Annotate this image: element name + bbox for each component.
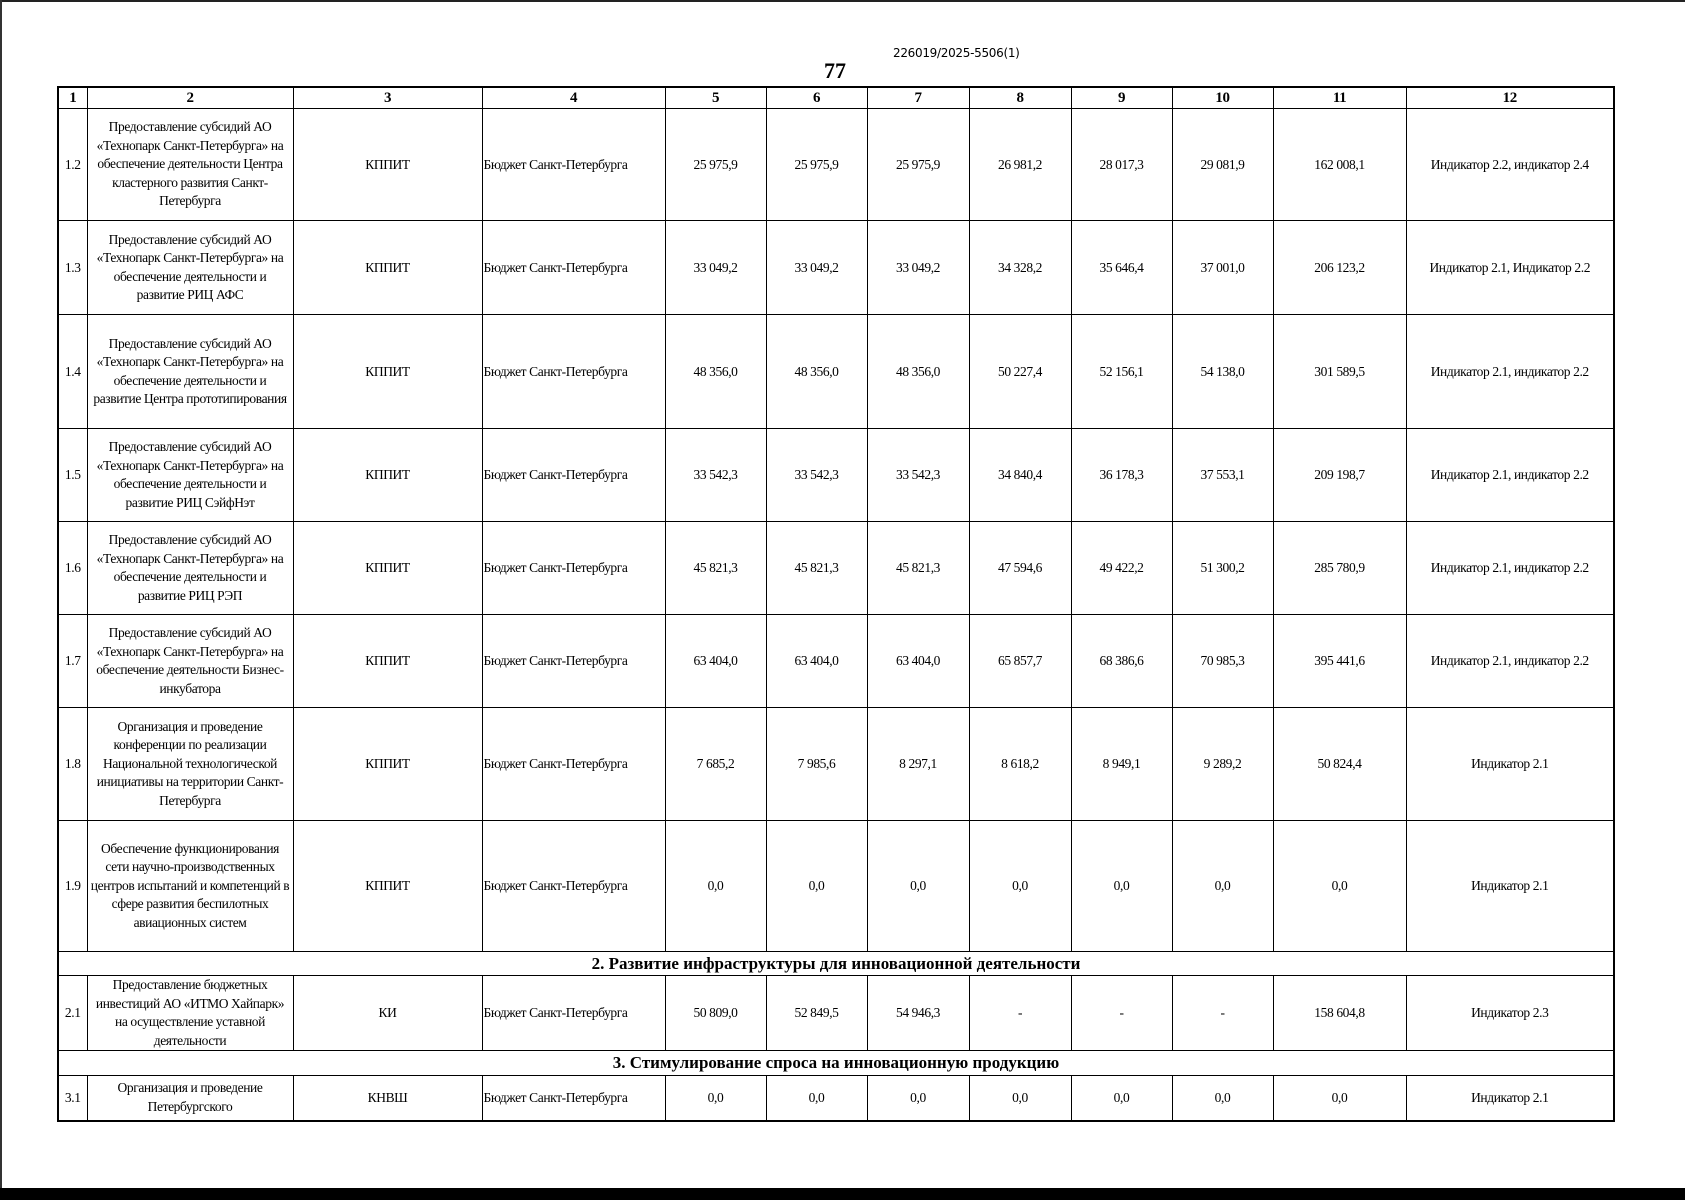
funding-source: Бюджет Санкт-Петербурга — [482, 821, 665, 952]
amount-cell: 0,0 — [1071, 821, 1172, 952]
table-row — [58, 615, 1614, 708]
amount-cell: 50 824,4 — [1273, 708, 1406, 821]
amount-cell: 7 685,2 — [665, 708, 766, 821]
section-heading-row — [58, 1051, 1614, 1076]
executor: КППИТ — [293, 429, 482, 522]
amount-cell: 54 138,0 — [1172, 315, 1273, 429]
indicator: Индикатор 2.1 — [1406, 821, 1614, 952]
amount-cell: 36 178,3 — [1071, 429, 1172, 522]
row-number: 1.8 — [58, 708, 87, 821]
row-number: 1.7 — [58, 615, 87, 708]
funding-source: Бюджет Санкт-Петербурга — [482, 1076, 665, 1121]
amount-cell: - — [1071, 976, 1172, 1051]
executor: КППИТ — [293, 315, 482, 429]
amount-cell: 209 198,7 — [1273, 429, 1406, 522]
page-number: 77 — [824, 58, 846, 83]
indicator: Индикатор 2.1, Индикатор 2.2 — [1406, 221, 1614, 315]
amount-cell: 26 981,2 — [969, 109, 1071, 221]
budget-table — [57, 86, 1615, 1122]
amount-cell: 0,0 — [665, 1076, 766, 1121]
activity-name: Предоставление субсидий АО «Технопарк Санкт-Петербурга» на обеспечение деятельности и развитие Центра прототипирования — [87, 315, 293, 429]
amount-cell: 51 300,2 — [1172, 522, 1273, 615]
amount-cell: 8 297,1 — [867, 708, 969, 821]
document-id: 226019/2025-5506(1) — [893, 46, 1020, 60]
amount-cell: 0,0 — [1273, 821, 1406, 952]
funding-source: Бюджет Санкт-Петербурга — [482, 522, 665, 615]
amount-cell: 47 594,6 — [969, 522, 1071, 615]
row-number: 1.3 — [58, 221, 87, 315]
row-number: 1.2 — [58, 109, 87, 221]
executor: КППИТ — [293, 708, 482, 821]
amount-cell: 33 049,2 — [665, 221, 766, 315]
amount-cell: 33 049,2 — [867, 221, 969, 315]
column-header: 6 — [766, 87, 867, 109]
scan-top-border — [0, 0, 1685, 2]
amount-cell: 63 404,0 — [766, 615, 867, 708]
amount-cell: 45 821,3 — [867, 522, 969, 615]
row-number: 1.6 — [58, 522, 87, 615]
amount-cell: 52 156,1 — [1071, 315, 1172, 429]
amount-cell: 7 985,6 — [766, 708, 867, 821]
section-heading-row — [58, 952, 1614, 976]
amount-cell: 28 017,3 — [1071, 109, 1172, 221]
funding-source: Бюджет Санкт-Петербурга — [482, 976, 665, 1051]
amount-cell: 29 081,9 — [1172, 109, 1273, 221]
column-header: 4 — [482, 87, 665, 109]
amount-cell: 48 356,0 — [867, 315, 969, 429]
row-number: 2.1 — [58, 976, 87, 1051]
amount-cell: 285 780,9 — [1273, 522, 1406, 615]
scan-bottom-border — [0, 1188, 1685, 1200]
amount-cell: 158 604,8 — [1273, 976, 1406, 1051]
amount-cell: - — [1172, 976, 1273, 1051]
column-header: 5 — [665, 87, 766, 109]
executor: КППИТ — [293, 615, 482, 708]
amount-cell: 52 849,5 — [766, 976, 867, 1051]
executor: КППИТ — [293, 221, 482, 315]
funding-source: Бюджет Санкт-Петербурга — [482, 708, 665, 821]
indicator: Индикатор 2.1, индикатор 2.2 — [1406, 615, 1614, 708]
amount-cell: 33 049,2 — [766, 221, 867, 315]
table-row — [58, 976, 1614, 1051]
amount-cell: 34 328,2 — [969, 221, 1071, 315]
amount-cell: 0,0 — [969, 821, 1071, 952]
funding-source: Бюджет Санкт-Петербурга — [482, 615, 665, 708]
table-row — [58, 315, 1614, 429]
executor: КППИТ — [293, 109, 482, 221]
amount-cell: 0,0 — [1273, 1076, 1406, 1121]
indicator: Индикатор 2.2, индикатор 2.4 — [1406, 109, 1614, 221]
amount-cell: - — [969, 976, 1071, 1051]
column-header: 9 — [1071, 87, 1172, 109]
amount-cell: 63 404,0 — [665, 615, 766, 708]
amount-cell: 37 553,1 — [1172, 429, 1273, 522]
amount-cell: 0,0 — [867, 821, 969, 952]
amount-cell: 25 975,9 — [867, 109, 969, 221]
amount-cell: 0,0 — [766, 821, 867, 952]
activity-name: Предоставление субсидий АО «Технопарк Санкт-Петербурга» на обеспечение деятельности и развитие РИЦ АФС — [87, 221, 293, 315]
indicator: Индикатор 2.1, индикатор 2.2 — [1406, 315, 1614, 429]
amount-cell: 8 618,2 — [969, 708, 1071, 821]
executor: КИ — [293, 976, 482, 1051]
scan-left-border — [0, 0, 2, 1190]
column-number-header — [58, 87, 1614, 109]
amount-cell: 37 001,0 — [1172, 221, 1273, 315]
indicator: Индикатор 2.1 — [1406, 708, 1614, 821]
section-title: 2. Развитие инфраструктуры для инновационной деятельности — [58, 952, 1614, 976]
table-row — [58, 708, 1614, 821]
amount-cell: 33 542,3 — [665, 429, 766, 522]
row-number: 1.9 — [58, 821, 87, 952]
funding-source: Бюджет Санкт-Петербурга — [482, 315, 665, 429]
indicator: Индикатор 2.1 — [1406, 1076, 1614, 1121]
activity-name: Предоставление субсидий АО «Технопарк Санкт-Петербурга» на обеспечение деятельности Бизнес-инкубатора — [87, 615, 293, 708]
amount-cell: 0,0 — [969, 1076, 1071, 1121]
amount-cell: 33 542,3 — [766, 429, 867, 522]
funding-source: Бюджет Санкт-Петербурга — [482, 109, 665, 221]
amount-cell: 206 123,2 — [1273, 221, 1406, 315]
amount-cell: 68 386,6 — [1071, 615, 1172, 708]
column-header: 8 — [969, 87, 1071, 109]
amount-cell: 63 404,0 — [867, 615, 969, 708]
activity-name: Предоставление субсидий АО «Технопарк Санкт-Петербурга» на обеспечение деятельности и развитие РИЦ РЭП — [87, 522, 293, 615]
amount-cell: 25 975,9 — [766, 109, 867, 221]
section-title: 3. Стимулирование спроса на инновационную продукцию — [58, 1051, 1614, 1076]
activity-name: Предоставление субсидий АО «Технопарк Санкт-Петербурга» на обеспечение деятельности Центра кластерного развития Санкт-Петербурга — [87, 109, 293, 221]
amount-cell: 70 985,3 — [1172, 615, 1273, 708]
amount-cell: 35 646,4 — [1071, 221, 1172, 315]
table-row — [58, 109, 1614, 221]
amount-cell: 0,0 — [1172, 821, 1273, 952]
funding-source: Бюджет Санкт-Петербурга — [482, 221, 665, 315]
table-row — [58, 1076, 1614, 1121]
amount-cell: 34 840,4 — [969, 429, 1071, 522]
amount-cell: 49 422,2 — [1071, 522, 1172, 615]
executor: КППИТ — [293, 522, 482, 615]
column-header: 7 — [867, 87, 969, 109]
amount-cell: 9 289,2 — [1172, 708, 1273, 821]
row-number: 1.5 — [58, 429, 87, 522]
amount-cell: 48 356,0 — [766, 315, 867, 429]
funding-source: Бюджет Санкт-Петербурга — [482, 429, 665, 522]
amount-cell: 45 821,3 — [665, 522, 766, 615]
amount-cell: 48 356,0 — [665, 315, 766, 429]
activity-name: Организация и проведение конференции по реализации Национальной технологической инициативы на территории Санкт-Петербурга — [87, 708, 293, 821]
amount-cell: 50 809,0 — [665, 976, 766, 1051]
indicator: Индикатор 2.1, индикатор 2.2 — [1406, 429, 1614, 522]
amount-cell: 0,0 — [665, 821, 766, 952]
table-row — [58, 429, 1614, 522]
activity-name: Предоставление субсидий АО «Технопарк Санкт-Петербурга» на обеспечение деятельности и развитие РИЦ СэйфНэт — [87, 429, 293, 522]
table-row — [58, 522, 1614, 615]
amount-cell: 0,0 — [867, 1076, 969, 1121]
table-row — [58, 221, 1614, 315]
indicator: Индикатор 2.1, индикатор 2.2 — [1406, 522, 1614, 615]
amount-cell: 54 946,3 — [867, 976, 969, 1051]
amount-cell: 301 589,5 — [1273, 315, 1406, 429]
amount-cell: 45 821,3 — [766, 522, 867, 615]
column-header: 1 — [58, 87, 87, 109]
row-number: 1.4 — [58, 315, 87, 429]
amount-cell: 162 008,1 — [1273, 109, 1406, 221]
amount-cell: 65 857,7 — [969, 615, 1071, 708]
column-header: 12 — [1406, 87, 1614, 109]
amount-cell: 395 441,6 — [1273, 615, 1406, 708]
executor: КППИТ — [293, 821, 482, 952]
amount-cell: 33 542,3 — [867, 429, 969, 522]
indicator: Индикатор 2.3 — [1406, 976, 1614, 1051]
amount-cell: 0,0 — [766, 1076, 867, 1121]
table-row — [58, 821, 1614, 952]
amount-cell: 25 975,9 — [665, 109, 766, 221]
row-number: 3.1 — [58, 1076, 87, 1121]
amount-cell: 0,0 — [1071, 1076, 1172, 1121]
column-header: 3 — [293, 87, 482, 109]
executor: КНВШ — [293, 1076, 482, 1121]
activity-name: Организация и проведение Петербургского — [87, 1076, 293, 1121]
activity-name: Предоставление бюджетных инвестиций АО «ИТМО Хайпарк» на осуществление уставной деятельности — [87, 976, 293, 1051]
amount-cell: 50 227,4 — [969, 315, 1071, 429]
activity-name: Обеспечение функционирования сети научно-производственных центров испытаний и компетенций в сфере развития беспилотных авиационных систем — [87, 821, 293, 952]
amount-cell: 8 949,1 — [1071, 708, 1172, 821]
column-header: 2 — [87, 87, 293, 109]
amount-cell: 0,0 — [1172, 1076, 1273, 1121]
column-header: 10 — [1172, 87, 1273, 109]
column-header: 11 — [1273, 87, 1406, 109]
